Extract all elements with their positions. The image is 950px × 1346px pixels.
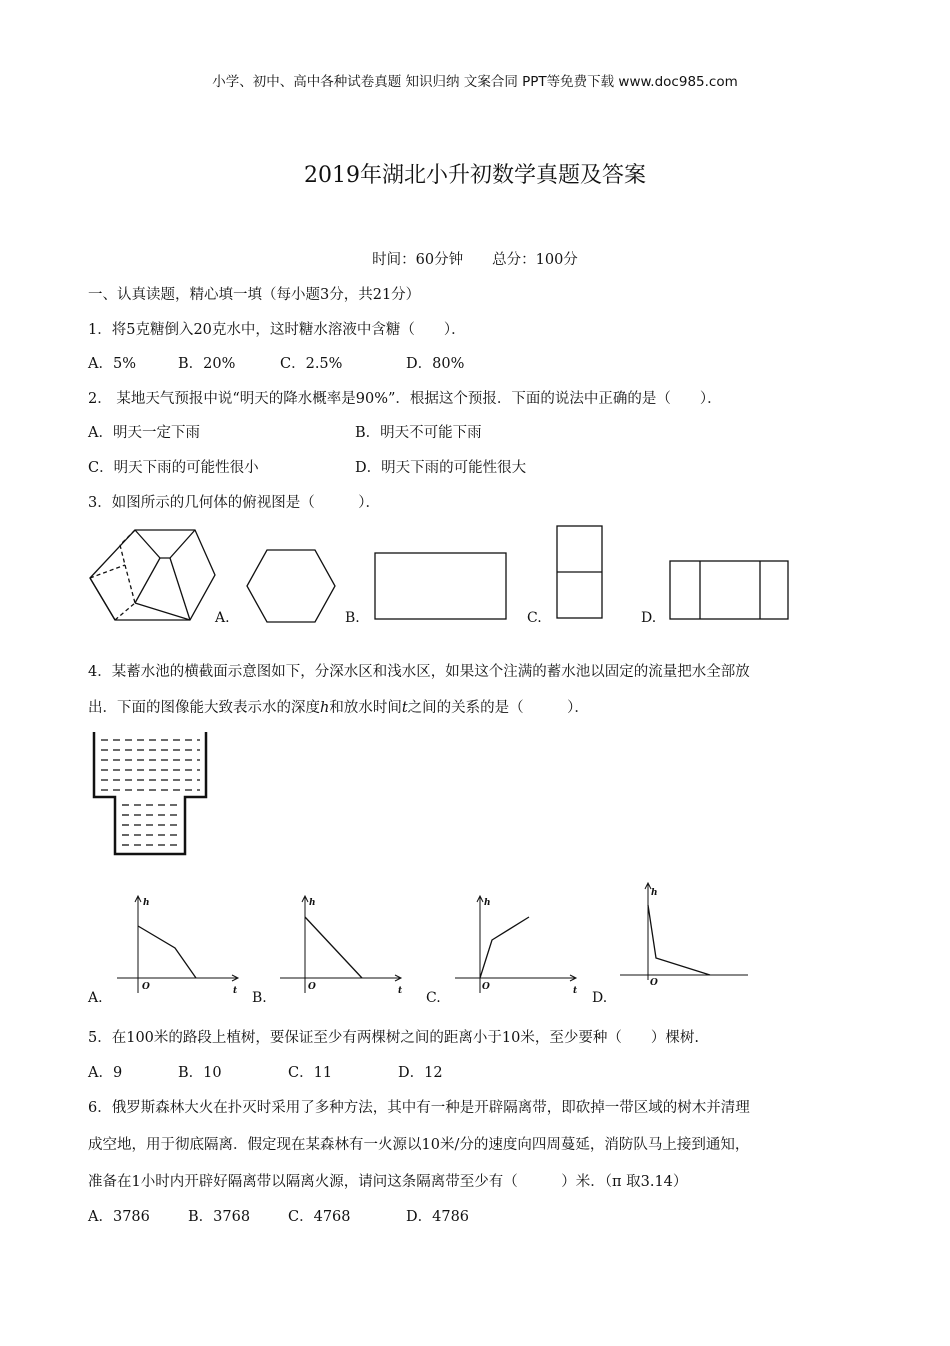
q5-option-a: A．9 [88,1065,123,1081]
q4-label-c: C. [426,990,441,1006]
graph-b-axis-t: t [398,986,403,996]
graph-c [453,893,583,998]
q2-stem: 2． 某地天气预报中说“明天的降水概率是90%”．根据这个预报．下面的说法中正确的是（ ）． [88,391,722,407]
reservoir-cross-section [90,730,215,858]
hexagonal-prism-figure [85,520,220,625]
q5-option-d: D．12 [398,1065,443,1081]
graph-b-origin: O [308,982,316,992]
q1-option-a: A．5% [88,356,136,372]
q1-stem: 1．将5克糖倒入20克水中，这时糖水溶液中含糖（ ）． [88,322,466,338]
graph-c-axis-h: h [484,898,491,908]
q2-option-d: D．明天下雨的可能性很大 [355,460,527,476]
q2-option-b: B．明天不可能下雨 [355,425,482,441]
q5-option-c: C．11 [288,1065,333,1081]
q4-line2: 出．下面的图像能大致表示水的深度h和放水时间t之间的关系的是（ ）． [88,700,589,716]
page-title: 2019年湖北小升初数学真题及答案 [304,163,646,188]
var-t: t [401,700,408,716]
q6-line3: 准备在1小时内开辟好隔离带以隔离火源，请问这条隔离带至少有（ ）米．（π 取3.14） [88,1174,688,1190]
q4-line1: 4．某蓄水池的横截面示意图如下，分深水区和浅水区，如果这个注满的蓄水池以固定的流量把水全部放 [88,664,750,680]
q1-option-b: B．20% [178,356,236,372]
graph-b [278,893,408,998]
graph-d [618,880,753,985]
hexagon-view [245,548,337,624]
exam-meta: 时间：60分钟 总分：100分 [372,252,578,268]
q2-option-c: C．明天下雨的可能性很小 [88,460,259,476]
q3-label-a: A. [215,610,230,626]
three-panel-view [669,560,791,622]
q6-option-a: A．3786 [88,1209,150,1225]
q1-option-c: C．2.5% [280,356,343,372]
q4-label-d: D. [592,990,608,1006]
q5-stem: 5．在100米的路段上植树，要保证至少有两棵树之间的距离小于10米，至少要种（ ）棵树. [88,1030,699,1046]
q6-option-c: C．4768 [288,1209,351,1225]
page-header: 小学、初中、高中各种试卷真题 知识归纳 文案合同 PPT等免费下载 www.doc985.com [212,74,738,90]
q6-option-b: B．3768 [188,1209,251,1225]
graph-c-origin: O [482,982,490,992]
graph-a [115,893,245,998]
q1-option-d: D．80% [406,356,465,372]
graph-b-axis-h: h [309,898,316,908]
graph-c-axis-t: t [573,986,578,996]
graph-a-axis-h: h [143,898,150,908]
stacked-squares-view [556,525,604,620]
q3-label-d: D. [641,610,657,626]
q4-label-b: B. [252,990,267,1006]
q3-label-b: B. [345,610,360,626]
graph-d-axis-h: h [651,888,658,898]
var-h: h [320,700,330,716]
q6-option-d: D．4786 [406,1209,470,1225]
graph-a-axis-t: t [233,986,238,996]
q3-label-c: C. [527,610,542,626]
q6-line1: 6．俄罗斯森林大火在扑灭时采用了多种方法，其中有一种是开辟隔离带，即砍掉一带区域的树木并清理 [88,1100,750,1116]
q2-option-a: A．明天一定下雨 [88,425,200,441]
q5-option-b: B．10 [178,1065,222,1081]
graph-a-origin: O [142,982,150,992]
section-heading: 一、认真读题，精心填一填（每小题3分，共21分） [88,287,421,303]
rectangle-view [374,552,509,622]
q4-label-a: A. [88,990,103,1006]
q6-line2: 成空地，用于彻底隔离．假定现在某森林有一火源以10米/分的速度向四周蔓延，消防队马上接到通知， [88,1137,750,1153]
graph-d-origin: O [650,978,658,988]
q3-stem: 3．如图所示的几何体的俯视图是（ ）． [88,495,380,511]
